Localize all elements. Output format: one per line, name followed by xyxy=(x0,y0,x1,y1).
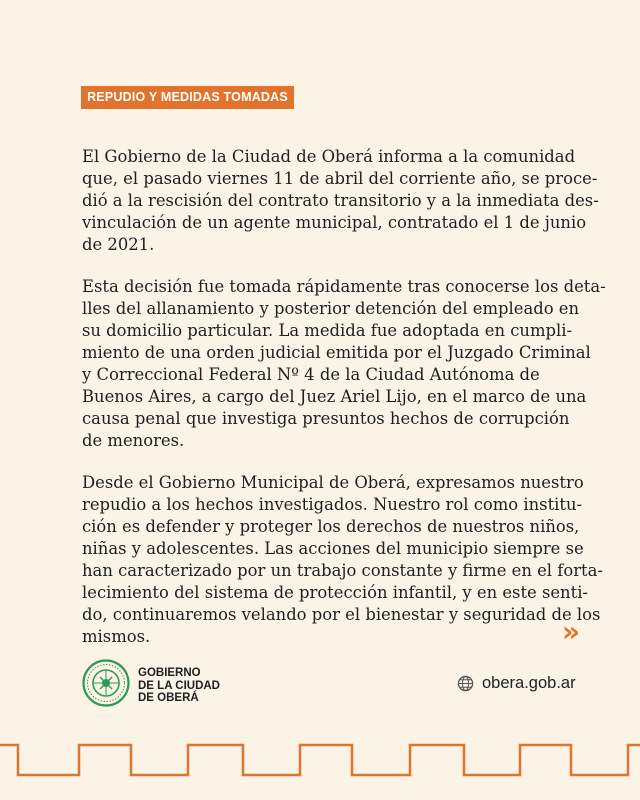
municipal-seal-icon xyxy=(82,659,130,707)
paragraph-line: ción es defender y proteger los derechos de nuestros niños, xyxy=(82,517,580,536)
website-link[interactable] xyxy=(457,674,576,693)
paragraph-line: niñas y adolescentes. Las acciones del municipio siempre se xyxy=(82,539,584,558)
paragraph-line: su domicilio particular. La medida fue adoptada en cumpli- xyxy=(82,321,573,340)
logo-line: DE OBERÁ xyxy=(138,692,199,704)
paragraph-line: vinculación de un agente municipal, contratado el 1 de junio xyxy=(82,213,587,232)
logo-line: DE LA CIUDAD xyxy=(138,679,220,692)
paragraph-line: miento de una orden judicial emitida por el Juzgado Criminal xyxy=(82,343,591,362)
section-label: REPUDIO Y MEDIDAS TOMADAS xyxy=(81,86,294,109)
paragraph-line: Buenos Aires, a cargo del Juez Ariel Lijo, en el marco de una xyxy=(82,387,587,406)
decorative-step-border xyxy=(0,735,640,800)
paragraph-1 xyxy=(82,146,599,256)
paragraph-line: Desde el Gobierno Municipal de Oberá, expresamos nuestro xyxy=(82,473,584,492)
paragraph-line: que, el pasado viernes 11 de abril del corriente año, se proce- xyxy=(82,169,598,188)
paragraph-2 xyxy=(82,276,606,452)
paragraph-line: lles del allanamiento y posterior detención del empleado en xyxy=(82,299,580,318)
paragraph-line: de 2021. xyxy=(82,235,155,254)
paragraph-line: lecimiento del sistema de protección infantil, y en este senti- xyxy=(82,583,588,602)
statement-body xyxy=(82,146,606,668)
globe-icon xyxy=(457,675,474,692)
double-chevron-right-icon[interactable]: » xyxy=(562,615,581,648)
paragraph-line: do, continuaremos velando por el bienestar y seguridad de los xyxy=(82,605,601,624)
paragraph-line: causa penal que investiga presuntos hechos de corrupción xyxy=(82,409,570,428)
paragraph-line: de menores. xyxy=(82,431,185,450)
paragraph-line: dió a la rescisión del contrato transitorio y a la inmediata des- xyxy=(82,191,599,210)
municipal-logo-wordmark xyxy=(138,667,220,705)
paragraph-3 xyxy=(82,472,603,648)
logo-line: GOBIERNO xyxy=(138,667,201,679)
paragraph-line: han caracterizado por un trabajo constante y firme en el forta- xyxy=(82,561,603,580)
paragraph-line: Esta decisión fue tomada rápidamente tras conocerse los deta- xyxy=(82,277,606,296)
paragraph-line: y Correccional Federal Nº 4 de la Ciudad Autónoma de xyxy=(82,365,540,384)
website-url[interactable]: obera.gob.ar xyxy=(482,674,576,692)
paragraph-line: repudio a los hechos investigados. Nuestro rol como institu- xyxy=(82,495,583,514)
paragraph-line: El Gobierno de la Ciudad de Oberá informa a la comunidad xyxy=(82,147,576,166)
paragraph-line: mismos. xyxy=(82,627,151,646)
